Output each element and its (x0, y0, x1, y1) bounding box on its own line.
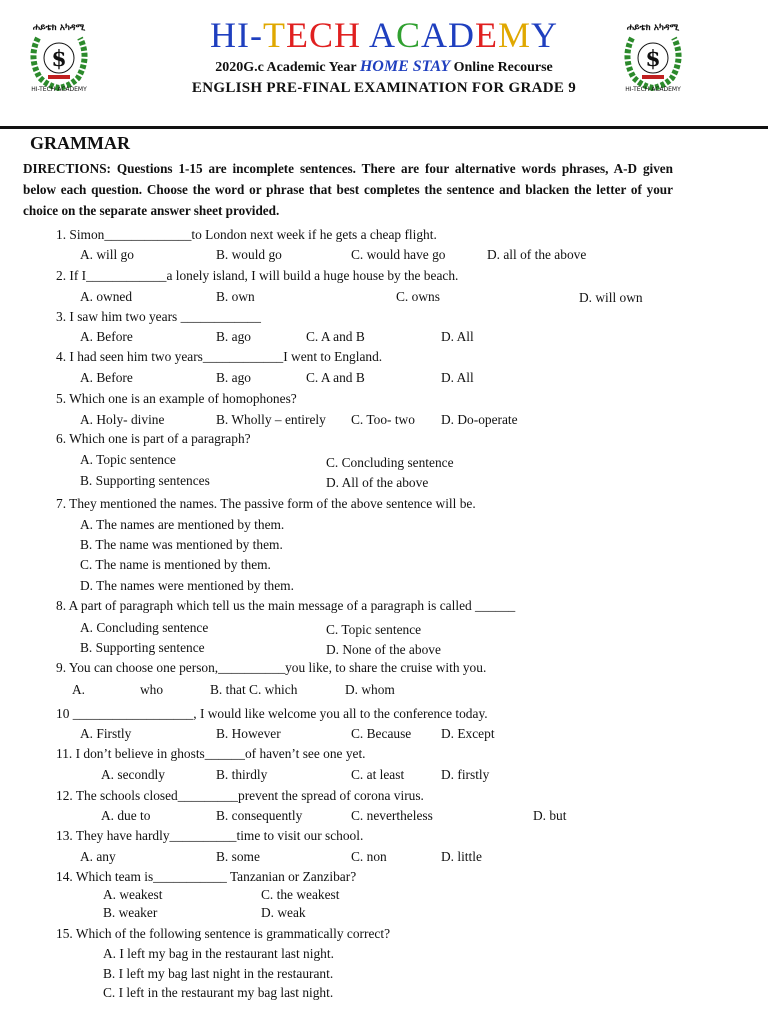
question-2-option: C. owns (396, 289, 440, 304)
question-13-option: D. little (441, 849, 482, 864)
question-13: 13. They have hardly__________time to visit our school. (56, 828, 364, 843)
question-10-option: B. However (216, 726, 281, 741)
question-9-option: who (140, 682, 164, 697)
question-6-option: C. Concluding sentence (326, 455, 454, 470)
svg-text:HI-TECH ACADEMY: HI-TECH ACADEMY (625, 86, 681, 93)
question-2-option: B. own (216, 289, 255, 304)
title-letter: H (333, 15, 361, 55)
question-1-option: B. would go (216, 247, 282, 262)
question-10: 10 __________________, I would like welcome you all to the conference today. (56, 706, 488, 721)
title-letter: HI- (209, 15, 263, 55)
question-10-option: D. Except (441, 726, 495, 741)
question-11-option: D. firstly (441, 767, 490, 782)
question-11-option: A. secondly (101, 767, 165, 782)
question-14-option: D. weak (261, 905, 306, 920)
subtitle-homestay: HOME STAY (359, 58, 451, 75)
question-14-option: B. weaker (103, 905, 158, 920)
title-letter: C (395, 15, 421, 55)
question-3: 3. I saw him two years ____________ (56, 309, 261, 324)
question-9-option: B. that C. which (210, 682, 298, 697)
question-5-option: A. Holy- divine (80, 412, 165, 427)
question-15-option: A. I left my bag in the restaurant last night. (103, 946, 334, 961)
logo-amharic-text: ሐይቴክ አካዳሚ (32, 23, 86, 33)
question-15: 15. Which of the following sentence is grammatically correct? (56, 926, 391, 941)
question-1-option: D. all of the above (487, 247, 587, 262)
title-letter: D (448, 15, 475, 55)
question-4-option: C. A and B (306, 370, 365, 385)
title-letter: A (421, 15, 448, 55)
svg-text:$: $ (51, 46, 67, 72)
logo-caption: HI-TECH ACADEMY (31, 86, 87, 93)
question-8-option: B. Supporting sentence (80, 640, 205, 655)
question-4-option: D. All (441, 370, 474, 385)
question-5: 5. Which one is an example of homophones? (56, 391, 297, 406)
question-13-option: B. some (216, 849, 260, 864)
question-3-option: C. A and B (306, 329, 365, 344)
question-4-option: B. ago (216, 370, 251, 385)
question-6-option: D. All of the above (326, 475, 429, 490)
question-14-option: C. the weakest (261, 887, 340, 902)
question-8-option: A. Concluding sentence (80, 620, 209, 635)
svg-text:ሐይቴክ አካዳሚ: ሐይቴክ አካዳሚ (626, 23, 680, 33)
header-divider (0, 126, 768, 129)
question-14: 14. Which team is___________ Tanzanian or Zanzibar? (56, 869, 357, 884)
question-10-option: C. Because (351, 726, 412, 741)
question-2-option: D. will own (579, 290, 643, 305)
question-6-option: A. Topic sentence (80, 452, 176, 467)
title-letter: Y (531, 15, 559, 55)
question-9-option: D. whom (345, 682, 395, 697)
question-12-option: D. but (533, 808, 567, 823)
question-7-option: C. The name is mentioned by them. (80, 557, 271, 572)
question-10-option: A. Firstly (80, 726, 132, 741)
title-letter: E (285, 15, 309, 55)
question-11-option: B. thirdly (216, 767, 268, 782)
title-letter: A (360, 15, 396, 55)
question-2: 2. If I____________a lonely island, I will build a huge house by the beach. (56, 268, 459, 283)
question-15-option: C. I left in the restaurant my bag last night. (103, 985, 334, 1000)
section-heading: GRAMMAR (30, 133, 130, 153)
question-1: 1. Simon_____________to London next week if he gets a cheap flight. (56, 227, 437, 242)
question-6-option: B. Supporting sentences (80, 473, 210, 488)
question-3-option: D. All (441, 329, 474, 344)
question-8-option: D. None of the above (326, 642, 441, 657)
title-letter: T (262, 15, 286, 55)
question-9-option: A. (72, 682, 86, 697)
question-9: 9. You can choose one person,__________you like, to share the cruise with you. (56, 660, 487, 675)
question-12: 12. The schools closed_________prevent the spread of corona virus. (56, 788, 424, 803)
question-7-option: B. The name was mentioned by them. (80, 537, 283, 552)
exam-title: ENGLISH PRE-FINAL EXAMINATION FOR GRADE 9 (191, 80, 577, 96)
question-11-option: C. at least (351, 767, 405, 782)
question-12-option: A. due to (101, 808, 151, 823)
question-5-option: B. Wholly – entirely (216, 412, 326, 427)
subtitle (0, 58, 768, 76)
question-7: 7. They mentioned the names. The passive form of the above sentence will be. (56, 496, 476, 511)
title-letter: M (498, 15, 532, 55)
question-8-option: C. Topic sentence (326, 622, 422, 637)
question-1-option: C. would have go (351, 247, 446, 262)
title-letter: E (475, 15, 498, 55)
question-5-option: D. Do-operate (441, 412, 518, 427)
question-8: 8. A part of paragraph which tell us the main message of a paragraph is called ______ (56, 598, 516, 613)
question-13-option: A. any (80, 849, 116, 864)
question-14-option: A. weakest (103, 887, 163, 902)
question-6: 6. Which one is part of a paragraph? (56, 431, 251, 446)
question-3-option: A. Before (80, 329, 133, 344)
question-2-option: A. owned (80, 289, 133, 304)
question-11: 11. I don’t believe in ghosts______of haven’t see one yet. (56, 746, 366, 761)
school-title (0, 14, 768, 56)
question-7-option: D. The names were mentioned by them. (80, 578, 294, 593)
question-4-option: A. Before (80, 370, 133, 385)
question-7-option: A. The names are mentioned by them. (80, 517, 285, 532)
subtitle-online: Online Recourse (450, 60, 553, 75)
question-3-option: B. ago (216, 329, 251, 344)
question-15-option: B. I left my bag last night in the restaurant. (103, 966, 334, 981)
question-13-option: C. non (351, 849, 387, 864)
question-1-option: A. will go (80, 247, 134, 262)
question-4: 4. I had seen him two years____________I went to England. (56, 349, 383, 364)
directions: DIRECTIONS: Questions 1-15 are incomplete sentences. There are four alternative words phrases, A-D given below each question. Choose the word or phrase that best completes the sentence and blacken the letter of your choice on the separate answer sheet provided. (23, 161, 673, 218)
title-letter: C (308, 15, 334, 55)
question-5-option: C. Too- two (351, 412, 415, 427)
question-12-option: C. nevertheless (351, 808, 433, 823)
question-12-option: B. consequently (216, 808, 303, 823)
svg-text:$: $ (645, 46, 661, 72)
subtitle-year: 2020G.c Academic Year (215, 60, 360, 75)
